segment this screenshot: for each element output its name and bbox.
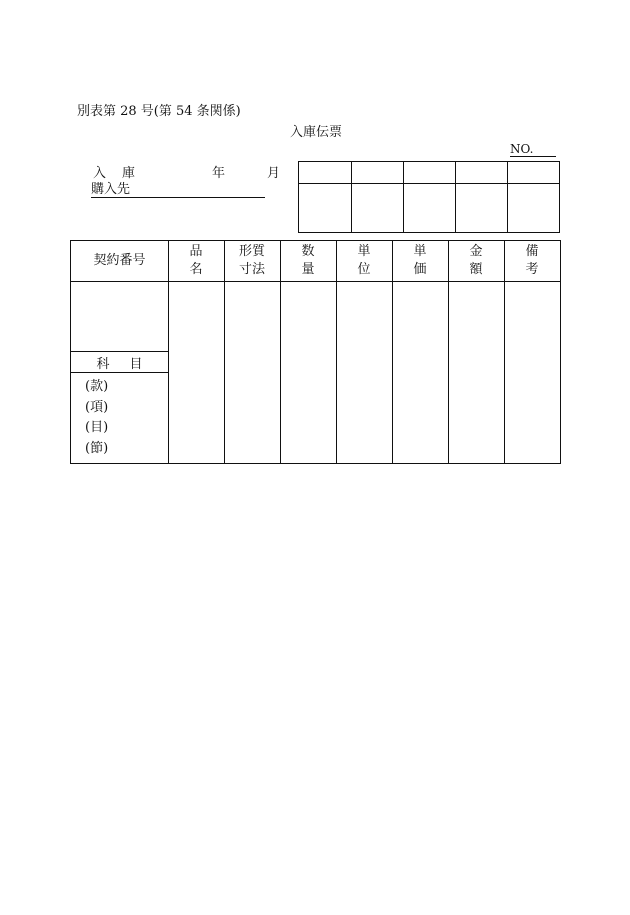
header-remarks: 備考 <box>525 244 553 277</box>
receipt-table <box>70 240 561 464</box>
stamp-divider <box>507 162 508 232</box>
subject-item-kan: (款) <box>85 379 109 394</box>
stamp-divider <box>455 162 456 232</box>
stamp-divider <box>403 162 404 232</box>
slip-number-field: NO. <box>510 142 556 157</box>
subject-item-setsu: (節) <box>85 440 109 456</box>
subject-item-kou: (項) <box>85 399 109 415</box>
supplier-field: 購入先 <box>91 182 265 198</box>
approval-stamp-grid <box>298 161 560 233</box>
header-item-name: 品名 <box>189 244 217 277</box>
header-contract-number: 契約番号 <box>93 253 146 268</box>
subject-items <box>85 377 108 459</box>
stamp-header-divider <box>299 183 559 184</box>
header-unit: 単位 <box>357 244 385 277</box>
form-caption: 別表第 28 号(第 54 条関係) <box>77 104 241 119</box>
subject-label: 科目 <box>96 357 163 372</box>
header-unit-price: 単価 <box>413 244 441 277</box>
header-divider <box>71 281 560 282</box>
form-title: 入庫伝票 <box>290 125 343 140</box>
header-amount: 金額 <box>469 244 497 277</box>
header-quantity: 数量 <box>301 244 329 277</box>
stamp-divider <box>351 162 352 232</box>
subject-item-moku: (目) <box>85 420 109 435</box>
year-label: 年 <box>212 166 226 181</box>
month-label: 月 <box>267 166 281 181</box>
header-spec: 形質 寸法 <box>238 244 265 277</box>
receipt-label: 入庫 <box>93 166 152 181</box>
